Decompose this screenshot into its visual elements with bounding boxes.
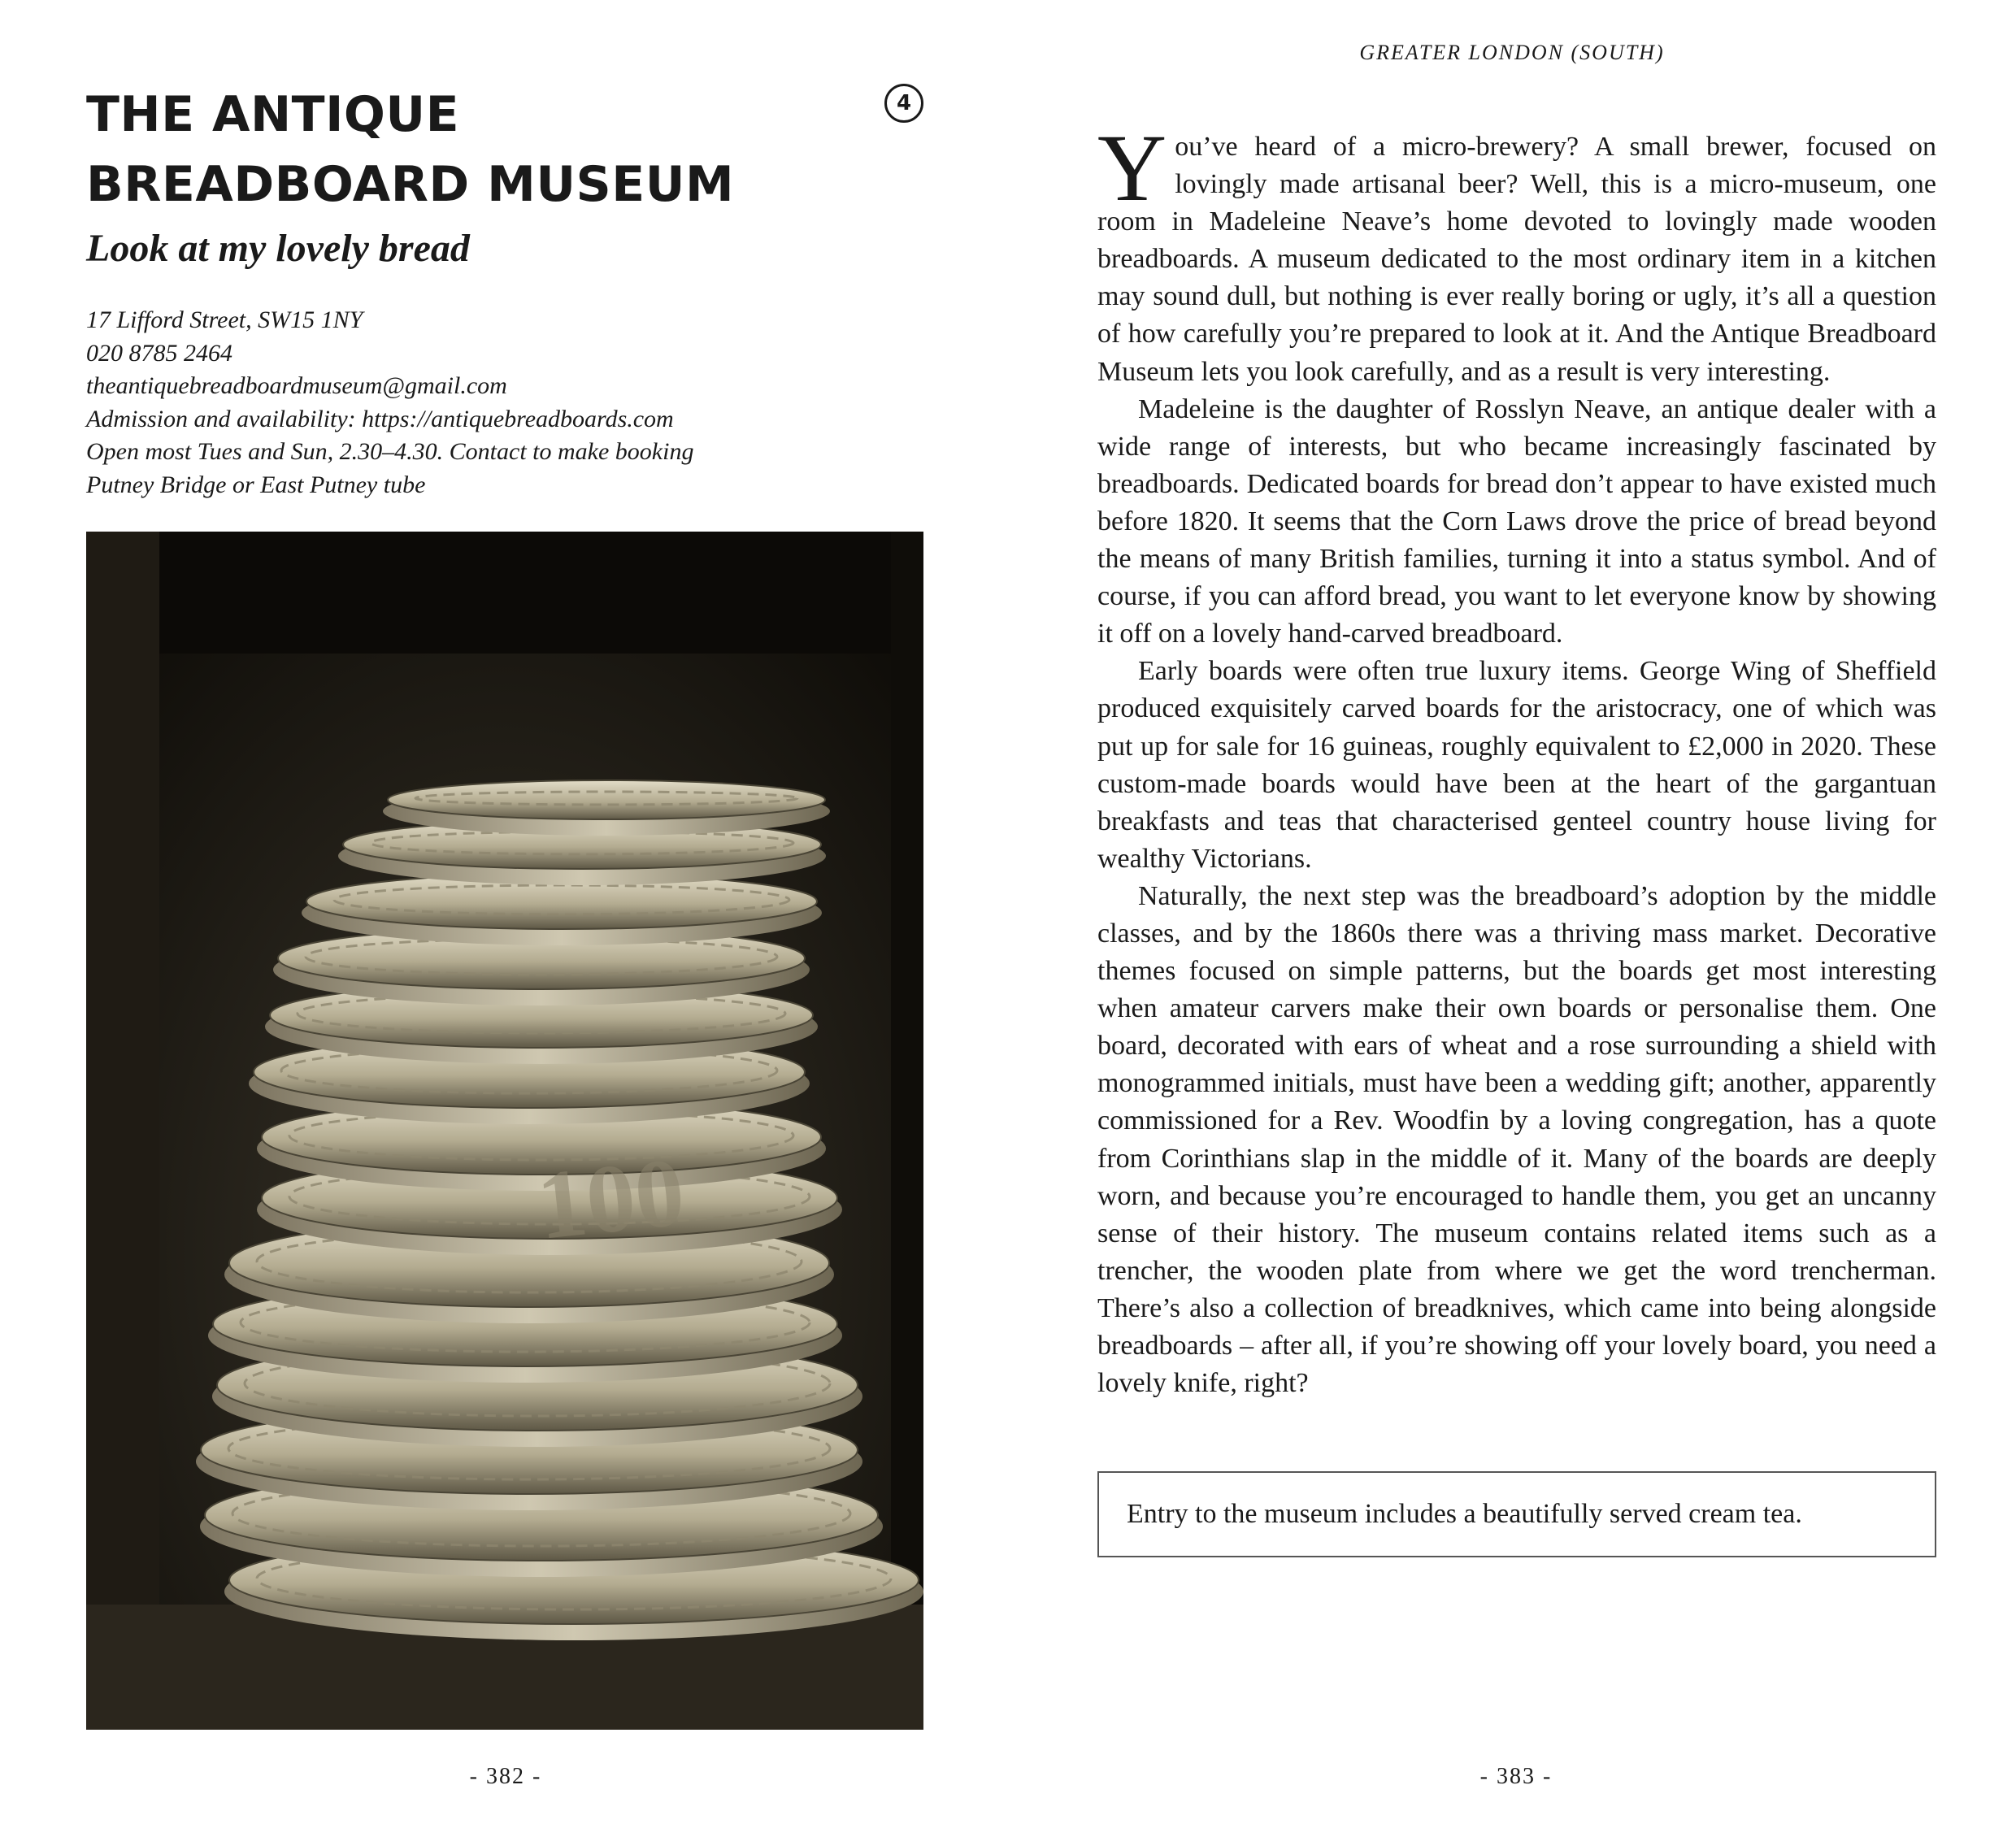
transport-info: Putney Bridge or East Putney tube xyxy=(86,471,426,498)
address: 17 Lifford Street, SW15 1NY xyxy=(86,306,363,333)
paragraph-4: Naturally, the next step was the breadboard’s adoption by the middle classes, and by the 1860s there was a thriving mass market. Decorative themes focused on simple patterns, but the boards get most interesting when amateur carvers make their own boards or personalise them. One board, decorated with ears of wheat and a rose surrounding a shield with monogrammed initials, must have been a wedding gift; another, apparently commissioned for a Rev. Woodfin by a loving congregation, has a quote from Corinthians slap in the middle of it. Many of the boards are deeply worn, and because you’re encouraged to handle them, you get an uncanny sense of their history. The museum contains related items such as a trencher, the wooden plate from where we get the word trencherman. There’s also a collection of breadknives, which came into being alongside breadboards – after all, if you’re showing off your lovely board, you need a lovely knife, right? xyxy=(1097,880,1936,1399)
paragraph-2: Madeleine is the daughter of Rosslyn Neave, an antique dealer with a wide range of interests, but who became increasingly fascinated by breadboards. Dedicated boards for bread don’t appear to have existed much before 1820. It seems that the Corn Laws drove the price of bread beyond the means of many British families, turning it into a status symbol. And of course, if you can afford bread, you want to let everyone know by showing it off on a lovely hand-carved breadboard. xyxy=(1097,393,1936,649)
phone-number: 020 8785 2464 xyxy=(86,339,232,367)
visitor-info xyxy=(86,304,899,502)
shelf-top-shadow xyxy=(86,532,923,654)
callout-text: Entry to the museum includes a beautifully served cream tea. xyxy=(1127,1499,1802,1529)
article-body xyxy=(1097,115,1936,1402)
breadboard-face xyxy=(388,780,825,819)
page-number: - 382 - xyxy=(469,1764,542,1789)
carved-number: 100 xyxy=(532,1136,689,1260)
right-page xyxy=(1008,0,2016,1824)
page-subtitle: Look at my lovely bread xyxy=(86,227,470,270)
page-number: - 383 - xyxy=(1479,1764,1553,1789)
breadboard xyxy=(383,780,830,836)
running-head: GREATER LONDON (SOUTH) xyxy=(1359,41,1665,64)
paragraph-1-text: ou’ve heard of a micro-brewery? A small brewer, focused on lovingly made artisanal beer? Well, this is a micro-museum, one room in Madeleine Neave’s home devoted to lovingly made wooden breadboards. A museum dedicated to the most ordinary item in a kitchen may sound dull, but nothing is ever really boring or ugly, it’s all a question of how carefully you’re prepared to look at it. And the Antique Breadboard Museum lets you look carefully, and as a result is very interesting. xyxy=(1097,132,1936,387)
shelf-left-wall xyxy=(86,532,159,1730)
paragraph-1 xyxy=(1097,115,1936,391)
entry-number-badge: 4 xyxy=(884,84,923,123)
breadboard-stack-photo xyxy=(86,532,923,1730)
paragraph-3: Early boards were often true luxury items. George Wing of Sheffield produced exquisitely carved boards for the aristocracy, one of which was put up for sale for 16 guineas, roughly equivalent to £2,000 in 2020. These custom-made boards would have been at the heart of the gargantuan breakfasts and teas that characterised genteel country house living for wealthy Victorians. xyxy=(1097,656,1936,874)
shelf-right-wall xyxy=(891,532,923,1730)
drop-cap: Y xyxy=(1097,115,1167,221)
breadboard-stack-illustration xyxy=(86,532,923,1730)
callout-box xyxy=(1097,1471,1936,1557)
page-title: THE ANTIQUE BREADBOARD MUSEUM xyxy=(86,86,735,213)
admission-info: Admission and availability: https://antiquebreadboards.com xyxy=(86,405,674,432)
email-address: theantiquebreadboardmuseum@gmail.com xyxy=(86,372,507,399)
opening-hours: Open most Tues and Sun, 2.30–4.30. Contact to make booking xyxy=(86,438,694,465)
